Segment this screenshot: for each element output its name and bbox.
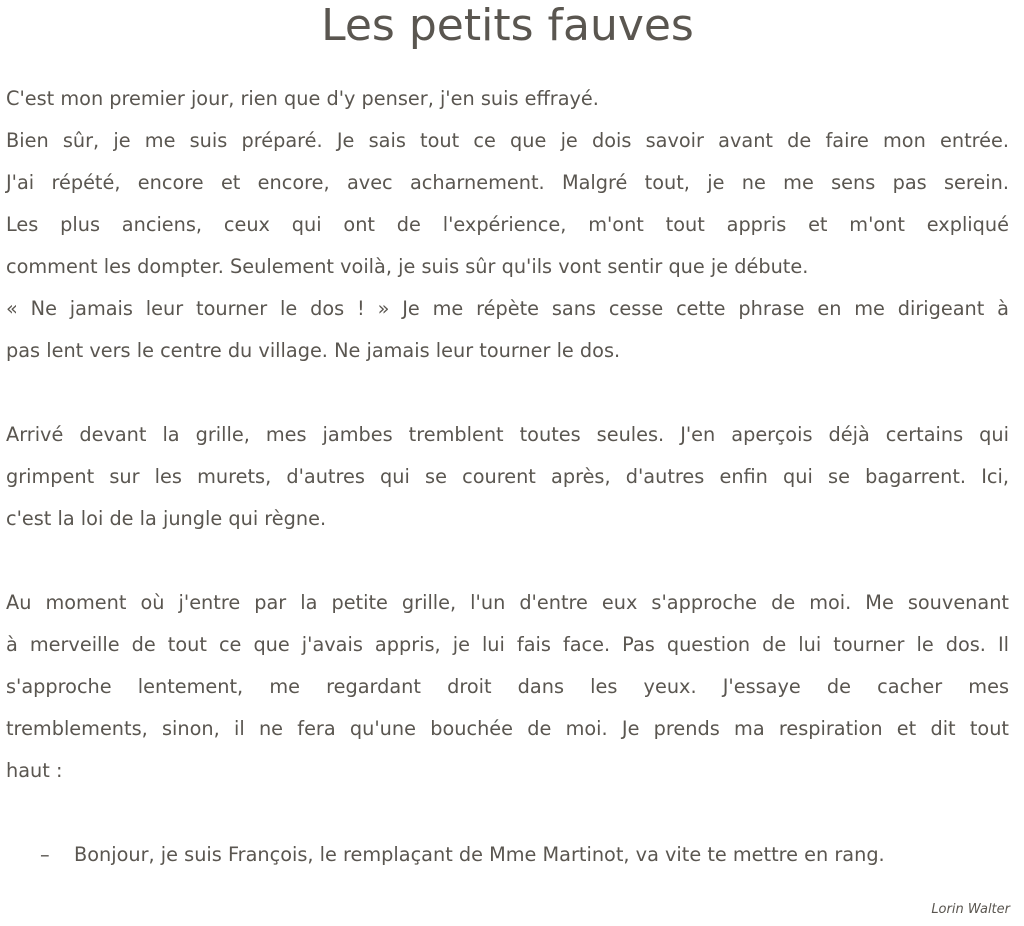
text-line: « Ne jamais leur tourner le dos ! » Je me répète sans cesse cette phrase en me dirigeant à	[6, 297, 1009, 320]
text-line: grimpent sur les murets, d'autres qui se courent après, d'autres enfin qui se bagarrent. Ici,	[6, 465, 1009, 488]
text-line: tremblements, sinon, il ne fera qu'une bouchée de moi. Je prends ma respiration et dit tout	[6, 717, 1009, 740]
text-line: Arrivé devant la grille, mes jambes tremblent toutes seules. J'en aperçois déjà certains qui	[6, 423, 1009, 446]
paragraph-gap	[6, 372, 1009, 414]
text-line: haut :	[6, 759, 63, 782]
paragraph-3	[6, 582, 1009, 792]
paragraph-gap	[6, 540, 1009, 582]
document-page	[6, 0, 1009, 876]
story-body	[6, 78, 1009, 876]
text-line: à merveille de tout ce que j'avais appris, je lui fais face. Pas question de lui tourner le dos. Il	[6, 633, 1009, 656]
page-title: Les petits fauves	[321, 0, 694, 51]
text-line: Bien sûr, je me suis préparé. Je sais tout ce que je dois savoir avant de faire mon entrée.	[6, 129, 1009, 152]
paragraph-gap	[6, 792, 1009, 834]
author-signature: Lorin Walter	[931, 902, 1010, 917]
dialogue-dash: –	[40, 843, 50, 866]
text-line: pas lent vers le centre du village. Ne jamais leur tourner le dos.	[6, 339, 621, 362]
text-line: J'ai répété, encore et encore, avec acharnement. Malgré tout, je ne me sens pas serein.	[6, 171, 1009, 194]
paragraph-2	[6, 414, 1009, 540]
text-line: C'est mon premier jour, rien que d'y penser, j'en suis effrayé.	[6, 87, 599, 110]
text-line: Au moment où j'entre par la petite grille, l'un d'entre eux s'approche de moi. Me souvenant	[6, 591, 1009, 614]
text-line: c'est la loi de la jungle qui règne.	[6, 507, 327, 530]
dialogue-text: Bonjour, je suis François, le remplaçant de Mme Martinot, va vite te mettre en rang.	[74, 843, 885, 866]
paragraph-1	[6, 78, 1009, 372]
text-line: comment les dompter. Seulement voilà, je suis sûr qu'ils vont sentir que je débute.	[6, 255, 809, 278]
text-line: Les plus anciens, ceux qui ont de l'expérience, m'ont tout appris et m'ont expliqué	[6, 213, 1009, 236]
dialogue-line	[6, 834, 1009, 876]
text-line: s'approche lentement, me regardant droit dans les yeux. J'essaye de cacher mes	[6, 675, 1009, 698]
